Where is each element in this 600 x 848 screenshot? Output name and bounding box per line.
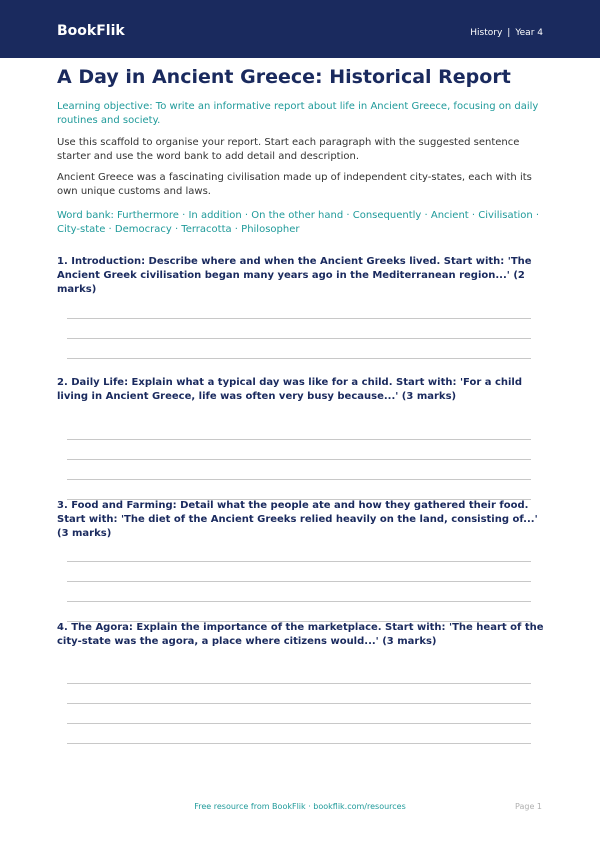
answer-line[interactable] [67, 439, 531, 440]
learning-objective: Learning objective: To write an informative report about life in Ancient Greece, focusing on daily routines and society. [57, 101, 539, 126]
brand-logo[interactable]: BookFlik [57, 23, 125, 39]
subject-label: History [470, 28, 503, 38]
answer-line[interactable] [67, 561, 531, 562]
answer-line[interactable] [67, 479, 531, 480]
answer-line[interactable] [67, 459, 531, 460]
year-label: Year 4 [515, 28, 543, 38]
question-3: 3. Food and Farming: Detail what the people ate and how they gathered their food. Start with: 'The diet of the Ancient Greeks relied heavily on the land, consisting of...' (3 marks) [57, 500, 538, 539]
answer-line[interactable] [67, 581, 531, 582]
intro-text: Ancient Greece was a fascinating civilisation made up of independent city-states, each with its own unique customs and laws. [57, 172, 532, 197]
answer-line[interactable] [67, 723, 531, 724]
page-number: Page 1 [515, 802, 542, 811]
instructions-text: Use this scaffold to organise your report. Start each paragraph with the suggested sentence starter and use the word bank to add detail and description. [57, 137, 520, 162]
page-title: A Day in Ancient Greece: Historical Report [57, 66, 511, 88]
question-2: 2. Daily Life: Explain what a typical day was like for a child. Start with: 'For a child living in Ancient Greece, life was often very busy because...' (3 marks) [57, 377, 523, 402]
header-meta [470, 28, 543, 38]
answer-line[interactable] [67, 358, 531, 359]
answer-line[interactable] [67, 743, 531, 744]
answer-line[interactable] [67, 318, 531, 319]
word-bank: Word bank: Furthermore · In addition · On the other hand · Consequently · Ancient · Civilisation · City-state · Democracy · Terracotta · Philosopher [57, 210, 540, 235]
answer-line[interactable] [67, 683, 531, 684]
answer-line[interactable] [67, 601, 531, 602]
answer-line[interactable] [67, 338, 531, 339]
question-1: 1. Introduction: Describe where and when the Ancient Greeks lived. Start with: 'The Ancient Greek civilisation began many years ago in the Mediterranean region...' (2 marks) [57, 256, 532, 295]
meta-separator: | [507, 28, 511, 38]
question-4: 4. The Agora: Explain the importance of the marketplace. Start with: 'The heart of the city-state was the agora, a place where citizens would...' (3 marks) [57, 622, 544, 647]
answer-line[interactable] [67, 703, 531, 704]
footer-text[interactable]: Free resource from BookFlik · bookflik.com/resources [194, 802, 406, 811]
header-bar [0, 0, 600, 58]
